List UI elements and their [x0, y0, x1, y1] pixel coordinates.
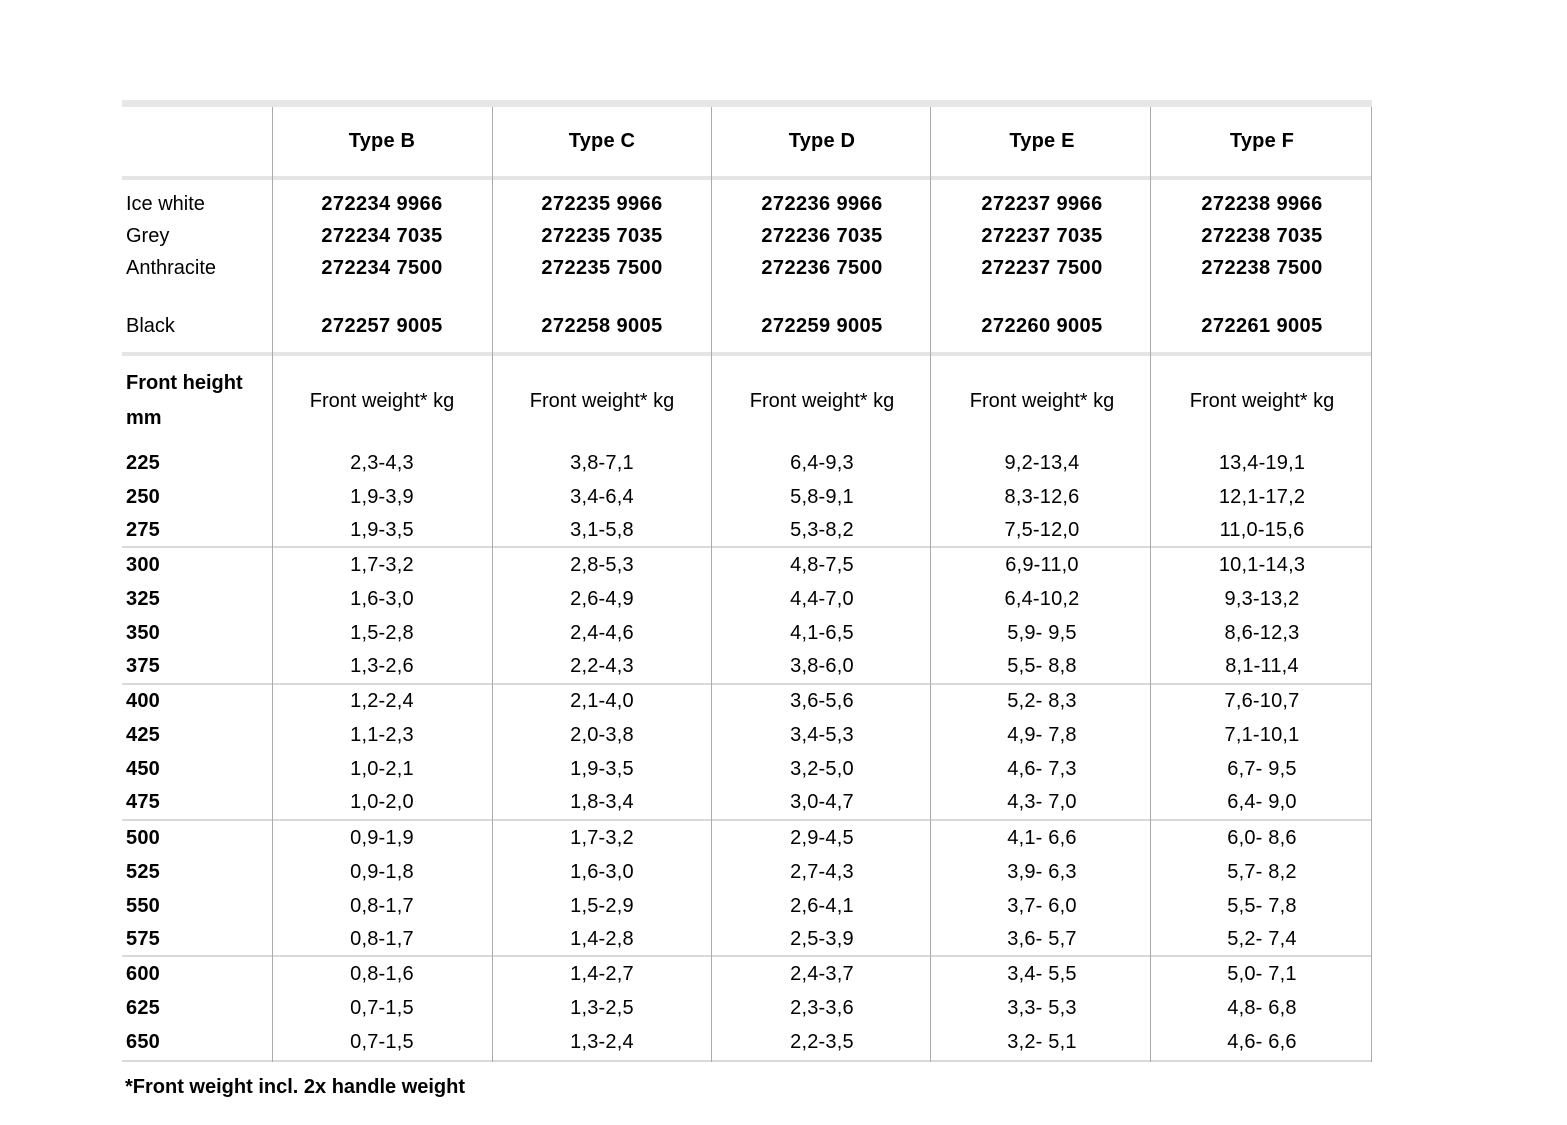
front-height-value: 250: [126, 485, 160, 508]
table-row: [122, 446, 1372, 480]
front-height-value: 575: [126, 927, 160, 950]
front-height-value: 425: [126, 724, 160, 747]
type-header: Type F: [1229, 130, 1295, 152]
article-code: 272236 7035: [761, 224, 883, 247]
front-weight-range: 4,6- 6,6: [1227, 1031, 1297, 1054]
color-codes-section: [122, 180, 1372, 352]
column-line: [1150, 107, 1151, 1062]
article-code: 272236 9966: [761, 192, 883, 215]
front-weight-range: 4,4-7,0: [790, 587, 854, 610]
front-weight-range: 3,1-5,8: [570, 518, 634, 541]
article-code: 272235 7035: [541, 224, 663, 247]
front-weight-range: 2,9-4,5: [790, 826, 854, 849]
front-weight-range: 6,9-11,0: [1005, 553, 1079, 576]
front-weight-range: 1,5-2,8: [350, 622, 414, 645]
table-row: [122, 685, 1372, 719]
column-subheader-row: [122, 356, 1372, 446]
front-weight-range: 1,1-2,3: [350, 724, 414, 747]
article-code: 272261 9005: [1201, 314, 1323, 337]
front-weight-range: 2,1-4,0: [570, 690, 634, 713]
front-weight-range: 3,7- 6,0: [1007, 894, 1077, 917]
front-weight-range: 3,4-5,3: [790, 724, 854, 747]
front-weight-range: 1,9-3,9: [350, 485, 414, 508]
color-label: Ice white: [126, 192, 205, 215]
front-weight-range: 3,8-7,1: [570, 451, 634, 474]
front-weight-range: 1,3-2,4: [570, 1031, 634, 1054]
front-height-value: 475: [126, 791, 160, 814]
front-weight-range: 1,3-2,5: [570, 997, 634, 1020]
table-top-border: [122, 100, 1372, 107]
front-weight-range: 6,0- 8,6: [1227, 826, 1297, 849]
front-height-value: 225: [126, 451, 160, 474]
front-weight-range: 5,0- 7,1: [1227, 962, 1297, 985]
front-weight-range: 5,2- 8,3: [1007, 690, 1077, 713]
front-weight-range: 1,3-2,6: [350, 655, 414, 678]
front-weight-range: 9,2-13,4: [1004, 451, 1080, 474]
front-weight-range: 3,8-6,0: [790, 655, 854, 678]
front-weight-range: 3,4- 5,5: [1007, 962, 1077, 985]
table-row: [122, 992, 1372, 1026]
table-row: [122, 548, 1372, 582]
front-height-value: 375: [126, 655, 160, 678]
front-weight-range: 3,9- 6,3: [1007, 860, 1077, 883]
table-row: [122, 480, 1372, 514]
footnote: *Front weight incl. 2x handle weight: [125, 1075, 466, 1098]
front-weight-range: 5,5- 7,8: [1227, 894, 1297, 917]
front-weight-range: 4,8-7,5: [790, 553, 854, 576]
article-code: 272259 9005: [761, 314, 883, 337]
front-weight-range: 4,1-6,5: [790, 622, 854, 645]
column-line: [1371, 107, 1372, 1062]
color-code-row: [122, 252, 1372, 284]
front-weight-range: 5,8-9,1: [790, 485, 854, 508]
front-height-value: 450: [126, 758, 160, 781]
article-code: 272238 9966: [1201, 192, 1323, 215]
front-weight-range: 0,9-1,9: [350, 826, 414, 849]
article-code: 272238 7500: [1201, 256, 1323, 279]
front-weight-range: 1,6-3,0: [350, 587, 414, 610]
front-height-value: 600: [126, 962, 160, 985]
front-weight-range: 0,7-1,5: [350, 997, 414, 1020]
front-weight-range: 6,4-9,3: [790, 451, 854, 474]
front-weight-range: 6,7- 9,5: [1227, 758, 1297, 781]
front-weight-range: 0,8-1,7: [350, 894, 414, 917]
column-line: [930, 107, 931, 1062]
type-header: Type D: [788, 130, 856, 152]
color-label: Black: [126, 314, 175, 337]
front-weight-range: 2,6-4,1: [790, 894, 854, 917]
front-height-header-line1: Front height: [126, 372, 243, 394]
front-weight-range: 1,5-2,9: [570, 894, 634, 917]
front-weight-range: 3,6-5,6: [790, 690, 854, 713]
front-weight-range: 6,4- 9,0: [1227, 791, 1297, 814]
front-height-value: 300: [126, 553, 160, 576]
front-weight-range: 4,6- 7,3: [1007, 758, 1077, 781]
front-weight-header: Front weight* kg: [969, 389, 1115, 412]
color-code-row: [122, 310, 1372, 342]
article-code: 272234 7500: [321, 256, 443, 279]
front-weight-header: Front weight* kg: [1189, 389, 1335, 412]
article-code: 272237 7500: [981, 256, 1103, 279]
front-weight-range: 4,9- 7,8: [1007, 724, 1077, 747]
front-weight-range: 10,1-14,3: [1218, 553, 1306, 576]
front-weight-range: 3,2- 5,1: [1007, 1031, 1077, 1054]
front-weight-range: 3,6- 5,7: [1007, 927, 1077, 950]
front-weight-range: 2,4-3,7: [790, 962, 854, 985]
front-weight-range: 8,3-12,6: [1004, 485, 1080, 508]
front-weight-range: 1,4-2,8: [570, 927, 634, 950]
type-header: Type B: [348, 130, 416, 152]
front-weight-range: 2,3-3,6: [790, 997, 854, 1020]
table-row: [122, 582, 1372, 616]
front-height-value: 550: [126, 894, 160, 917]
column-line: [492, 107, 493, 1062]
front-weight-header: Front weight* kg: [749, 389, 895, 412]
front-height-value: 625: [126, 997, 160, 1020]
column-line: [272, 107, 273, 1062]
front-height-value: 350: [126, 622, 160, 645]
front-weight-range: 5,7- 8,2: [1227, 860, 1297, 883]
front-weight-range: 7,6-10,7: [1224, 690, 1300, 713]
color-code-row: [122, 188, 1372, 220]
front-weight-range: 2,6-4,9: [570, 587, 634, 610]
front-weight-range: 11,0-15,6: [1219, 518, 1305, 541]
front-weight-range: 0,8-1,7: [350, 927, 414, 950]
front-weight-range: 3,4-6,4: [570, 485, 634, 508]
table-row: [122, 855, 1372, 889]
front-weight-range: 2,8-5,3: [570, 553, 634, 576]
front-height-header: [122, 366, 272, 436]
front-weight-header: Front weight* kg: [529, 389, 675, 412]
front-weight-range: 1,9-3,5: [350, 518, 414, 541]
front-weight-range: 0,7-1,5: [350, 1031, 414, 1054]
front-weight-range: 1,4-2,7: [570, 962, 634, 985]
front-weight-range: 1,8-3,4: [570, 791, 634, 814]
front-weight-range: 0,9-1,8: [350, 860, 414, 883]
front-weight-range: 2,5-3,9: [790, 927, 854, 950]
column-line: [711, 107, 712, 1062]
front-weight-range: 6,4-10,2: [1004, 587, 1080, 610]
front-weight-range: 8,6-12,3: [1224, 622, 1300, 645]
front-weight-range: 7,1-10,1: [1224, 724, 1300, 747]
spec-table: [122, 100, 1372, 1062]
front-weight-range: 5,2- 7,4: [1227, 927, 1297, 950]
article-code: 272235 7500: [541, 256, 663, 279]
front-height-value: 325: [126, 587, 160, 610]
front-weight-range: 1,7-3,2: [570, 826, 634, 849]
front-weight-range: 1,0-2,1: [350, 758, 414, 781]
article-code: 272237 7035: [981, 224, 1103, 247]
front-weight-range: 1,0-2,0: [350, 791, 414, 814]
article-code: 272236 7500: [761, 256, 883, 279]
table-row: [122, 889, 1372, 923]
table-row: [122, 923, 1372, 957]
front-weight-range: 2,7-4,3: [790, 860, 854, 883]
front-weight-range: 2,0-3,8: [570, 724, 634, 747]
front-weight-range: 7,5-12,0: [1004, 518, 1080, 541]
table-row: [122, 514, 1372, 548]
front-weight-range: 5,5- 8,8: [1007, 655, 1077, 678]
front-weight-range: 13,4-19,1: [1218, 451, 1306, 474]
front-weight-range: 5,3-8,2: [790, 518, 854, 541]
front-weight-range: 2,4-4,6: [570, 622, 634, 645]
front-weight-range: 1,9-3,5: [570, 758, 634, 781]
front-weight-range: 1,6-3,0: [570, 860, 634, 883]
article-code: 272234 7035: [321, 224, 443, 247]
front-weight-range: 9,3-13,2: [1224, 587, 1300, 610]
article-code: 272258 9005: [541, 314, 663, 337]
table-row: [122, 753, 1372, 787]
front-weight-range: 8,1-11,4: [1225, 655, 1299, 678]
front-height-value: 275: [126, 518, 160, 541]
front-weight-range: 0,8-1,6: [350, 962, 414, 985]
front-weight-range: 4,3- 7,0: [1007, 791, 1077, 814]
type-header: Type E: [1009, 130, 1075, 152]
front-weight-range: 5,9- 9,5: [1007, 622, 1077, 645]
article-code: 272257 9005: [321, 314, 443, 337]
front-weight-range: 1,2-2,4: [350, 690, 414, 713]
front-height-value: 500: [126, 826, 160, 849]
article-code: 272260 9005: [981, 314, 1103, 337]
front-weight-header: Front weight* kg: [309, 389, 455, 412]
front-height-value: 525: [126, 860, 160, 883]
color-code-row: [122, 220, 1372, 252]
front-weight-range: 12,1-17,2: [1218, 485, 1306, 508]
article-code: 272234 9966: [321, 192, 443, 215]
table-row: [122, 1026, 1372, 1060]
front-height-value: 400: [126, 690, 160, 713]
table-row: [122, 719, 1372, 753]
front-weight-range: 4,8- 6,8: [1227, 997, 1297, 1020]
type-header-row: [122, 107, 1372, 176]
article-code: 272237 9966: [981, 192, 1103, 215]
front-weight-range: 2,2-4,3: [570, 655, 634, 678]
table-row: [122, 787, 1372, 821]
front-weight-range: 3,3- 5,3: [1007, 997, 1077, 1020]
article-code: 272235 9966: [541, 192, 663, 215]
table-row: [122, 616, 1372, 650]
color-label: Grey: [126, 224, 170, 247]
front-height-header-line2: mm: [126, 407, 162, 429]
front-weight-range: 1,7-3,2: [350, 553, 414, 576]
front-weight-range: 3,0-4,7: [790, 791, 854, 814]
front-weight-range: 2,2-3,5: [790, 1031, 854, 1054]
table-row: [122, 957, 1372, 991]
type-header: Type C: [568, 130, 636, 152]
front-weight-range: 2,3-4,3: [350, 451, 414, 474]
weight-data-section: [122, 446, 1372, 1062]
front-height-value: 650: [126, 1031, 160, 1054]
article-code: 272238 7035: [1201, 224, 1323, 247]
color-label: Anthracite: [126, 256, 217, 279]
table-row: [122, 651, 1372, 685]
front-weight-range: 4,1- 6,6: [1007, 826, 1077, 849]
table-row: [122, 821, 1372, 855]
front-weight-range: 3,2-5,0: [790, 758, 854, 781]
